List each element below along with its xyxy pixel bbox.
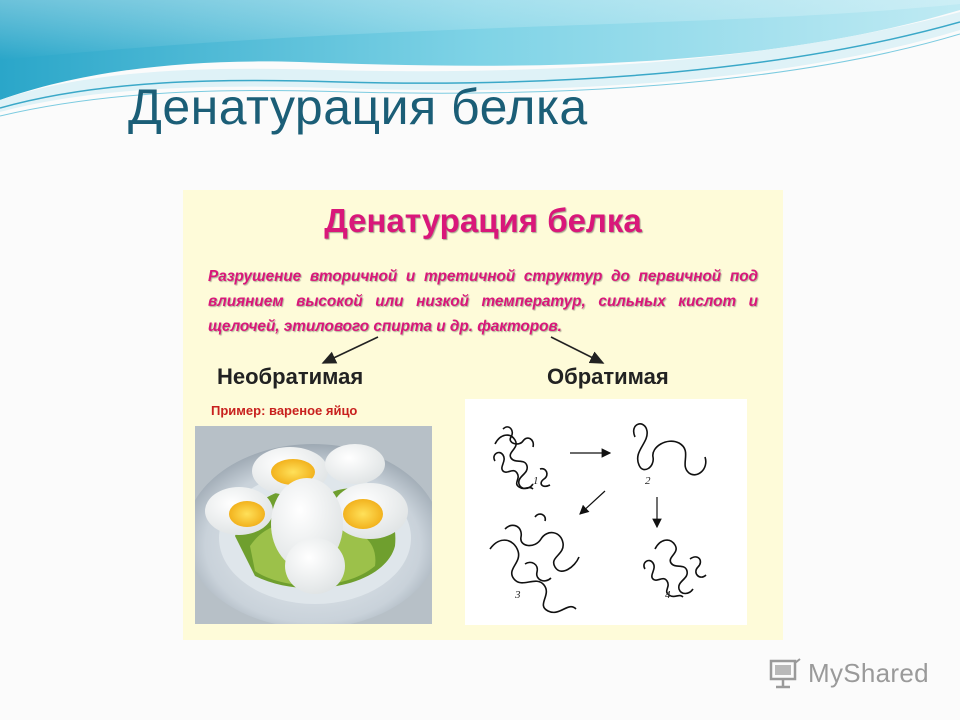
diagram-label-3: 3	[515, 589, 521, 601]
protein-denaturation-diagram	[465, 399, 747, 625]
reversible-heading: Обратимая	[547, 364, 669, 389]
myshared-logo	[768, 656, 929, 692]
boiled-eggs-image	[195, 426, 432, 624]
arrow-right	[551, 337, 603, 363]
definition-text: Разрушение вторичной и третичной структур до первичной под влиянием высокой или низкой температур, сильных кислот и щелочей, этилового спирта и др. факторов.	[208, 268, 758, 335]
panel-title: Денатурация белка	[324, 202, 642, 239]
example-text: Пример: вареное яйцо	[211, 403, 358, 418]
diagram-label-4: 4	[665, 589, 671, 601]
brand-text: MyShared	[808, 658, 929, 688]
slide-title: Денатурация белка	[128, 79, 588, 135]
irreversible-heading: Необратимая	[217, 364, 364, 389]
diagram-label-1: 1	[533, 475, 539, 487]
content-panel	[183, 190, 783, 640]
diagram-label-2: 2	[645, 475, 651, 487]
presentation-icon	[768, 656, 802, 690]
arrow-left	[323, 337, 378, 363]
protein-folding-drawing	[465, 399, 747, 625]
